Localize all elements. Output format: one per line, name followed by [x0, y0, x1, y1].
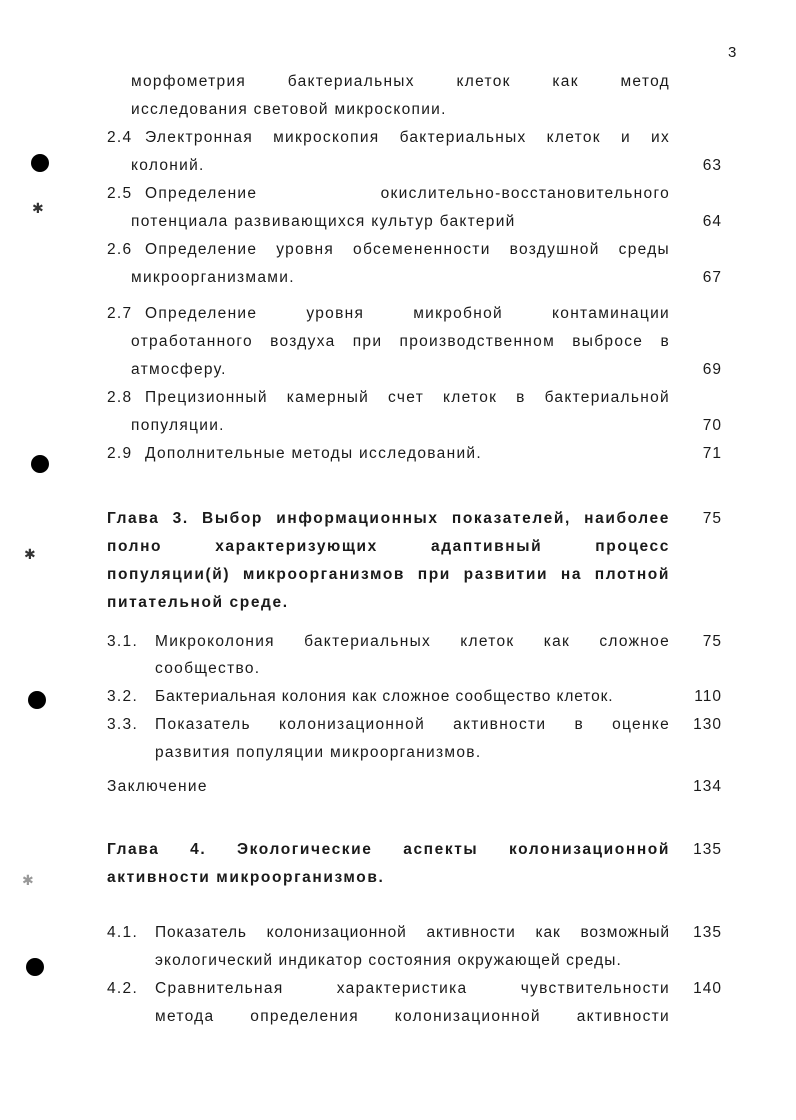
toc-line: атмосферу. — [131, 361, 227, 378]
toc-number: 2.6 — [107, 241, 133, 258]
punch-hole-icon — [31, 455, 49, 473]
toc-line: Показатель колонизационной активности как возможный — [155, 924, 670, 941]
toc-number: 2.4 — [107, 129, 133, 146]
toc-page: 75 — [702, 633, 722, 650]
toc-line: метода определения колонизационной активности — [155, 1008, 670, 1025]
toc-line: Заключение — [107, 778, 208, 795]
toc-line: развития популяции микроорганизмов. — [155, 744, 482, 761]
page-number: 3 — [728, 44, 737, 61]
toc-line: Показатель колонизационной активности в оценке — [155, 716, 670, 733]
toc-number: 2.7 — [107, 305, 133, 322]
toc-number: 4.1. — [107, 924, 139, 941]
toc-page: 64 — [702, 213, 722, 230]
toc-page: 70 — [702, 417, 722, 434]
punch-hole-icon — [31, 154, 49, 172]
toc-line: Микроколония бактериальных клеток как сложное — [155, 633, 670, 650]
toc-page: 71 — [702, 445, 722, 462]
toc-number: 3.2. — [107, 688, 139, 705]
toc-line: Определение уровня микробной контаминации — [145, 305, 670, 322]
toc-line: Прецизионный камерный счет клеток в бактериальной — [145, 389, 670, 406]
chapter-heading-line: полно характеризующих адаптивный процесс — [107, 538, 670, 555]
toc-number: 3.3. — [107, 716, 139, 733]
toc-line: экологический индикатор состояния окружающей среды. — [155, 952, 622, 969]
toc-page: 140 — [693, 980, 722, 997]
toc-line: Дополнительные методы исследований. — [145, 445, 482, 462]
toc-page: 63 — [702, 157, 722, 174]
toc-line: Сравнительная характеристика чувствительности — [155, 980, 670, 997]
toc-line: микроорганизмами. — [131, 269, 295, 286]
toc-number: 2.8 — [107, 389, 133, 406]
toc-number: 3.1. — [107, 633, 139, 650]
toc-line: сообщество. — [155, 660, 261, 677]
toc-line: морфометрия бактериальных клеток как метод — [131, 73, 670, 90]
toc-page: 130 — [693, 716, 722, 733]
scan-speck-icon: ✱ — [22, 872, 34, 888]
toc-page: 110 — [694, 688, 722, 705]
chapter-heading-line: Глава 4. Экологические аспекты колонизационной — [107, 841, 670, 858]
toc-line: исследования световой микроскопии. — [131, 101, 447, 118]
toc-line: популяции. — [131, 417, 225, 434]
chapter-heading-line: питательной среде. — [107, 594, 289, 611]
toc-page: 67 — [702, 269, 722, 286]
toc-page: 69 — [702, 361, 722, 378]
toc-page: 135 — [693, 924, 722, 941]
toc-page: 75 — [702, 510, 722, 527]
toc-number: 2.5 — [107, 185, 133, 202]
toc-line: отработанного воздуха при производственном выбросе в — [131, 333, 670, 350]
toc-number: 4.2. — [107, 980, 139, 997]
toc-page: 134 — [693, 778, 722, 795]
chapter-heading-line: популяции(й) микроорганизмов при развитии на плотной — [107, 566, 670, 583]
punch-hole-icon — [26, 958, 44, 976]
toc-line: Определение уровня обсемененности воздушной среды — [145, 241, 670, 258]
toc-number: 2.9 — [107, 445, 133, 462]
scan-speck-icon: ✱ — [24, 546, 36, 562]
toc-line: Бактериальная колония как сложное сообщество клеток. — [155, 688, 614, 705]
scan-speck-icon: ✱ — [32, 200, 44, 216]
toc-page: 135 — [693, 841, 722, 858]
chapter-heading-line: активности микроорганизмов. — [107, 869, 385, 886]
toc-line: потенциала развивающихся культур бактерий — [131, 213, 516, 230]
toc-line: Определение окислительно-восстановительного — [145, 185, 670, 202]
toc-line: колоний. — [131, 157, 205, 174]
punch-hole-icon — [28, 691, 46, 709]
toc-line: Электронная микроскопия бактериальных клеток и их — [145, 129, 670, 146]
chapter-heading-line: Глава 3. Выбор информационных показателей, наиболее — [107, 510, 670, 527]
